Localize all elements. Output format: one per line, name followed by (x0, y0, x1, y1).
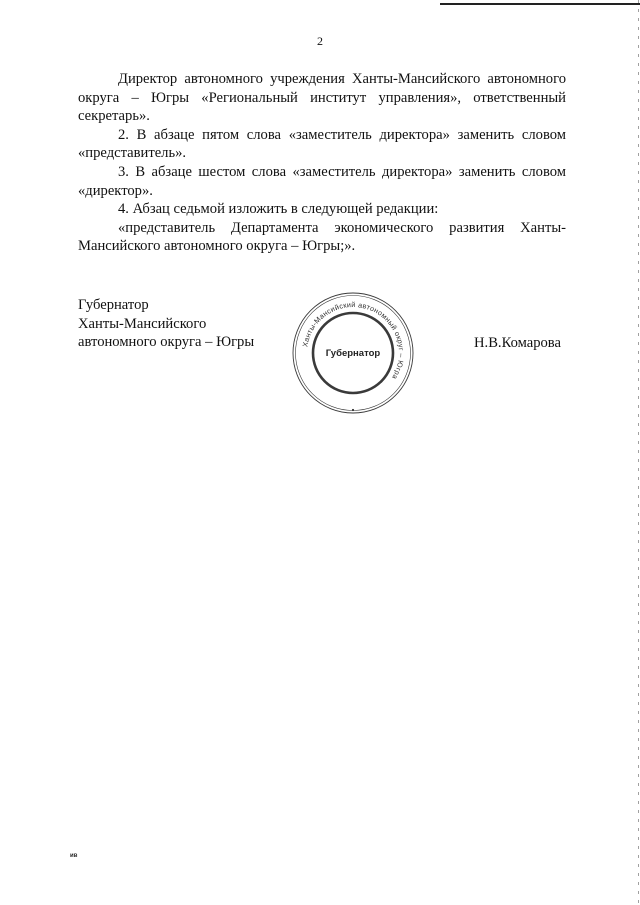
signatory-title-line: автономного округа – Югры (78, 334, 255, 351)
paragraph-4: 4. Абзац седьмой изложить в следующей редакции: (118, 201, 439, 218)
paragraph-1: Директор автономного учреждения Ханты-Мансийского автономного округа – Югры «Региональный институт управления», ответственный секретарь». (78, 71, 566, 125)
signatory-name: Н.В.Комарова (474, 335, 561, 351)
seal-center-text: Губернатор (325, 348, 381, 359)
paragraph-3: 3. В абзаце шестом слова «заместитель директора» заменить словом «директор». (78, 163, 566, 199)
signatory-title (78, 296, 254, 352)
signatory-title-line: Губернатор (78, 297, 149, 313)
page-number: 2 (317, 34, 323, 48)
official-seal-stamp (290, 290, 416, 416)
seal-ring-text: Ханты-Мансийский автономный округ – Югра (300, 299, 407, 382)
paragraph-2: 2. В абзаце пятом слова «заместитель директора» заменить словом «представитель». (78, 126, 566, 162)
footer-mark: ив (70, 853, 78, 859)
document-body (78, 70, 566, 256)
paragraph-5: «представитель Департамента экономического развития Ханты-Мансийского автономного округа – Югры;». (78, 219, 566, 255)
signatory-title-line: Ханты-Мансийского (78, 315, 207, 332)
scan-edge-top (440, 3, 640, 5)
scan-edge-right (638, 0, 639, 905)
